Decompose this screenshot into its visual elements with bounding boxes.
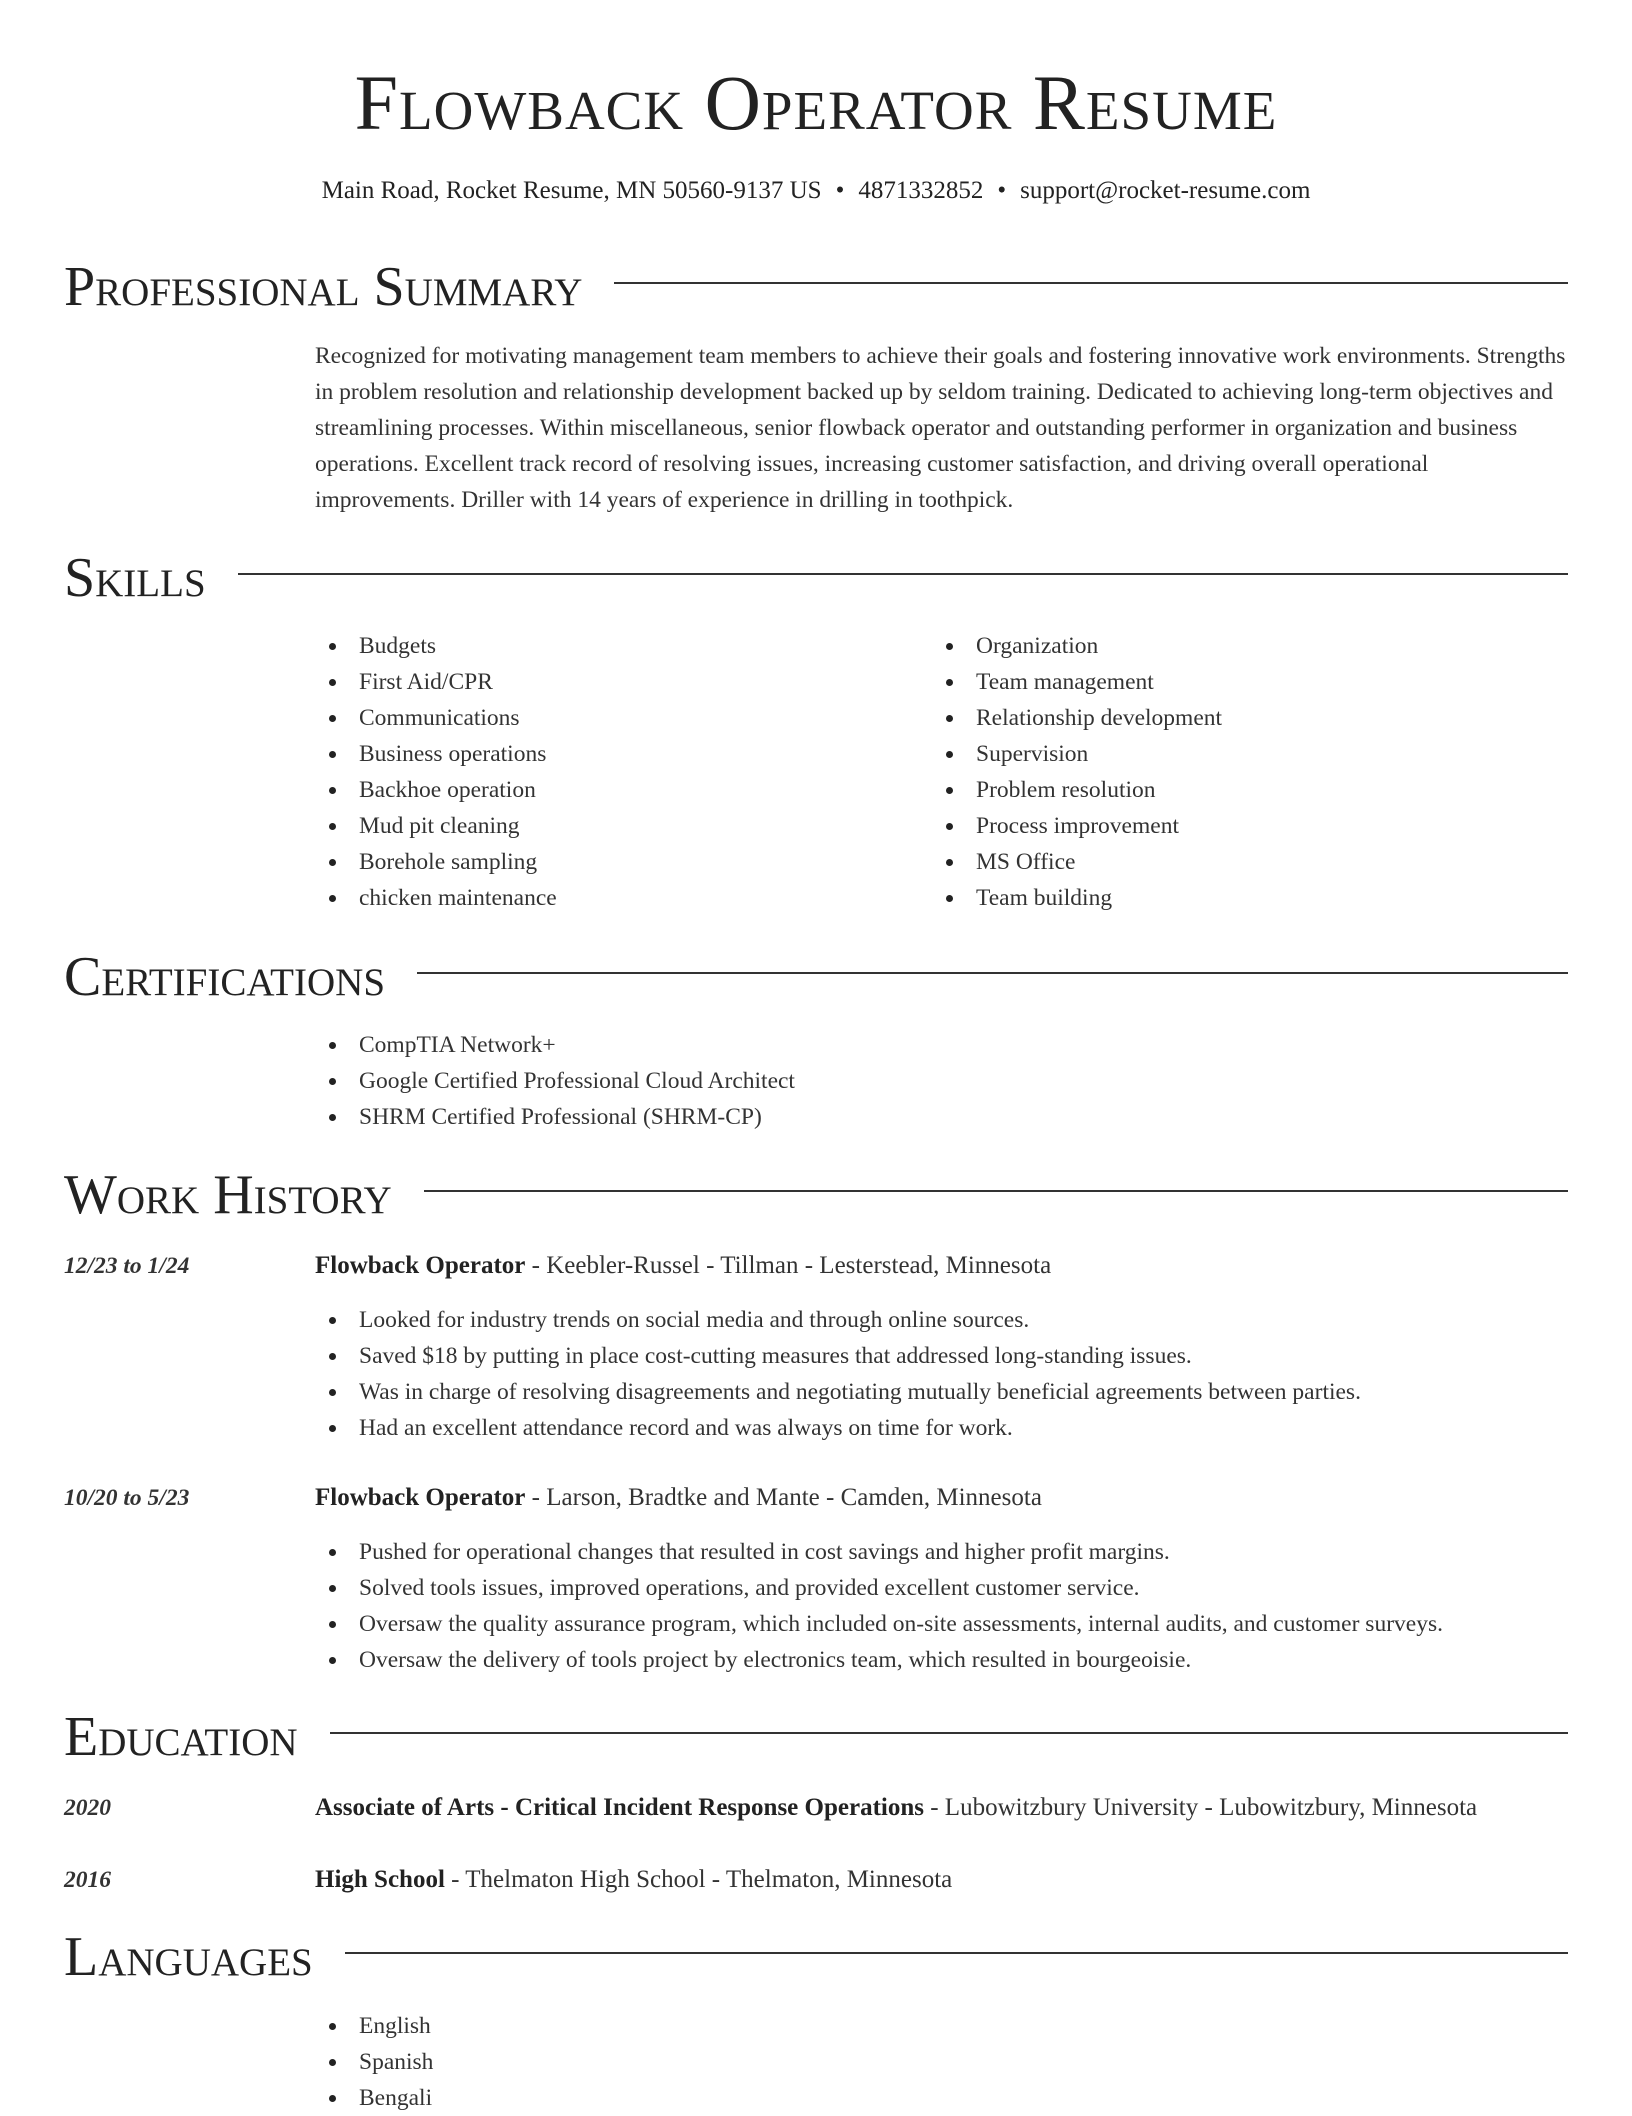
skill-item: Mud pit cleaning bbox=[315, 808, 557, 844]
job-heading bbox=[315, 1480, 1042, 1516]
languages-section-header bbox=[64, 1922, 1568, 1992]
certification-item: CompTIA Network+ bbox=[315, 1027, 795, 1063]
section-divider bbox=[238, 573, 1568, 575]
education-section-header bbox=[64, 1702, 1568, 1772]
section-title: Certifications bbox=[64, 946, 386, 1008]
job-bullets bbox=[315, 1302, 1361, 1446]
education-entry bbox=[315, 1790, 1477, 1826]
section-title: Languages bbox=[64, 1926, 313, 1988]
job-bullets bbox=[315, 1534, 1443, 1678]
skill-item: Business operations bbox=[315, 736, 557, 772]
contact-separator: • bbox=[835, 177, 845, 204]
skill-item: Process improvement bbox=[932, 808, 1222, 844]
education-year: 2016 bbox=[64, 1867, 111, 1893]
skill-item: Backhoe operation bbox=[315, 772, 557, 808]
resume-title: Flowback Operator Resume bbox=[354, 59, 1278, 146]
skill-item: Borehole sampling bbox=[315, 844, 557, 880]
job-bullet: Solved tools issues, improved operations, and provided excellent customer service. bbox=[315, 1570, 1443, 1606]
job-details: - Keebler-Russel - Tillman - Lesterstead, Minnesota bbox=[525, 1252, 1052, 1279]
contact-phone: 4871332852 bbox=[858, 177, 984, 204]
skill-item: Team building bbox=[932, 880, 1222, 916]
job-title: Flowback Operator bbox=[315, 1484, 526, 1511]
job-bullet: Pushed for operational changes that resulted in cost savings and higher profit margins. bbox=[315, 1534, 1443, 1570]
job-title: Flowback Operator bbox=[315, 1252, 526, 1279]
certifications-section-header bbox=[64, 942, 1568, 1012]
section-title: Education bbox=[64, 1706, 298, 1768]
job-bullet: Oversaw the delivery of tools project by electronics team, which resulted in bourgeoisie. bbox=[315, 1642, 1443, 1678]
education-year: 2020 bbox=[64, 1795, 111, 1821]
education-entry bbox=[315, 1862, 952, 1898]
skill-item: Team management bbox=[932, 664, 1222, 700]
contact-address: Main Road, Rocket Resume, MN 50560-9137 US bbox=[321, 177, 822, 204]
language-item: English bbox=[315, 2008, 433, 2044]
certification-item: SHRM Certified Professional (SHRM-CP) bbox=[315, 1099, 795, 1135]
job-dates: 10/20 to 5/23 bbox=[64, 1485, 190, 1511]
skill-item: Organization bbox=[932, 628, 1222, 664]
job-bullet: Looked for industry trends on social media and through online sources. bbox=[315, 1302, 1361, 1338]
job-bullet: Was in charge of resolving disagreements and negotiating mutually beneficial agreements between parties. bbox=[315, 1374, 1361, 1410]
skill-item: Communications bbox=[315, 700, 557, 736]
job-bullet: Oversaw the quality assurance program, which included on-site assessments, internal audits, and customer surveys. bbox=[315, 1606, 1443, 1642]
summary-text: Recognized for motivating management team members to achieve their goals and fostering innovative work environments. Strengths in problem resolution and relationship development backed up by seldom training. Dedicated to achieving long-term objectives and streamlining processes. Within miscellaneous, senior flowback operator and outstanding performer in organization and business operations. Excellent track record of resolving issues, increasing customer satisfaction, and driving overall operational improvements. Driller with 14 years of experience in drilling in toothpick. bbox=[315, 343, 1566, 513]
skills-section-header bbox=[64, 543, 1568, 613]
education-degree: High School bbox=[315, 1866, 445, 1893]
skill-item: Relationship development bbox=[932, 700, 1222, 736]
skill-item: Supervision bbox=[932, 736, 1222, 772]
job-bullet: Had an excellent attendance record and was always on time for work. bbox=[315, 1410, 1361, 1446]
skill-item: Problem resolution bbox=[932, 772, 1222, 808]
language-item: Spanish bbox=[315, 2044, 433, 2080]
job-details: - Larson, Bradtke and Mante - Camden, Minnesota bbox=[525, 1484, 1042, 1511]
skill-item: MS Office bbox=[932, 844, 1222, 880]
skills-list-left bbox=[315, 628, 557, 916]
language-item: Bengali bbox=[315, 2080, 433, 2116]
skill-item: Budgets bbox=[315, 628, 557, 664]
section-title: Skills bbox=[64, 547, 206, 609]
certification-item: Google Certified Professional Cloud Architect bbox=[315, 1063, 795, 1099]
section-title: Work History bbox=[64, 1164, 392, 1226]
section-divider bbox=[614, 282, 1568, 284]
skills-list-right bbox=[932, 628, 1222, 916]
education-details: - Thelmaton High School - Thelmaton, Minnesota bbox=[444, 1866, 953, 1893]
section-divider bbox=[417, 972, 1568, 974]
job-heading bbox=[315, 1248, 1051, 1284]
contact-line bbox=[0, 174, 1632, 208]
section-divider bbox=[345, 1952, 1568, 1954]
work-history-section-header bbox=[64, 1160, 1568, 1230]
education-details: - Lubowitzbury University - Lubowitzbury, Minnesota bbox=[923, 1794, 1478, 1821]
section-title: Professional Summary bbox=[64, 256, 583, 318]
job-dates: 12/23 to 1/24 bbox=[64, 1253, 190, 1279]
skill-item: First Aid/CPR bbox=[315, 664, 557, 700]
contact-separator: • bbox=[997, 177, 1007, 204]
certifications-list bbox=[315, 1027, 795, 1135]
job-bullet: Saved $18 by putting in place cost-cutting measures that addressed long-standing issues. bbox=[315, 1338, 1361, 1374]
languages-list bbox=[315, 2008, 433, 2116]
contact-email[interactable]: support@rocket-resume.com bbox=[1020, 177, 1311, 204]
section-divider bbox=[330, 1732, 1568, 1734]
section-divider bbox=[424, 1190, 1568, 1192]
summary-section-header bbox=[64, 252, 1568, 322]
skill-item: chicken maintenance bbox=[315, 880, 557, 916]
education-degree: Associate of Arts - Critical Incident Response Operations bbox=[315, 1794, 924, 1821]
